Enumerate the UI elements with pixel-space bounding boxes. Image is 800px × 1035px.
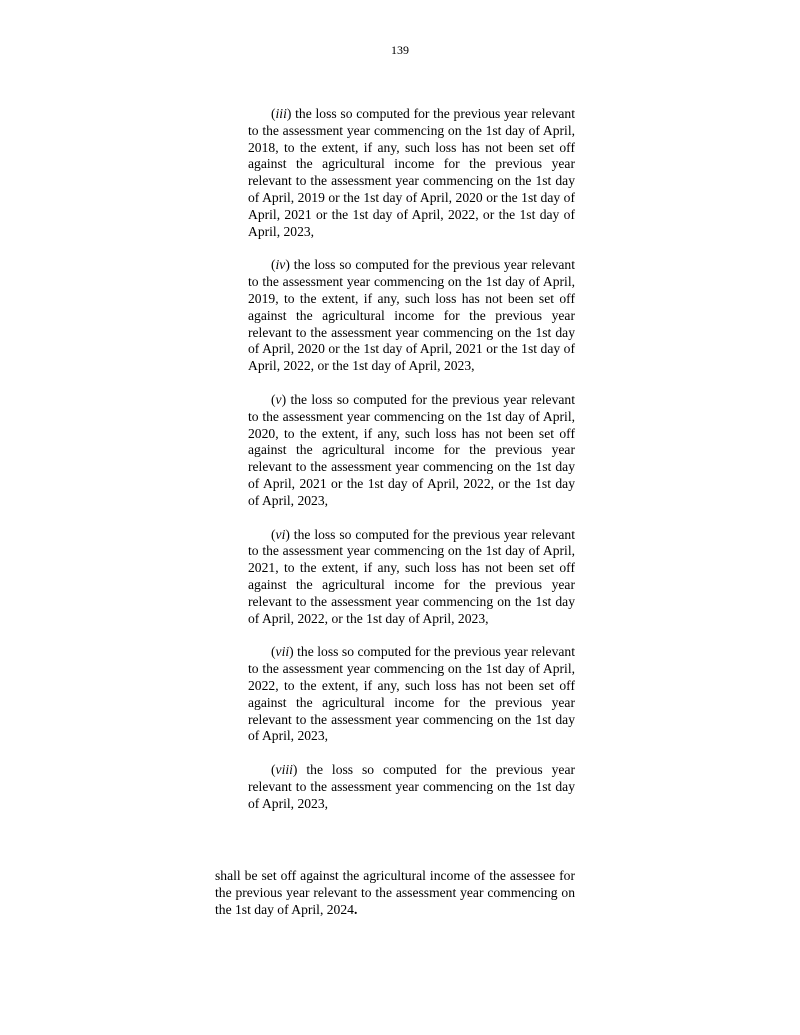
clause-vii: (vii) the loss so computed for the previous year relevant to the assessment year commencing on the 1st day of April, 2022, to the extent, if any, such loss has not been set off against the agricultural income for the previous year relevant to the assessment year commencing on the 1st day of April, 2023, — [248, 644, 575, 744]
clause-number: v — [275, 391, 282, 407]
closing-text: shall be set off against the agricultural income of the assessee for the previous year relevant to the assessment year commencing on the 1st day of April, 2024 — [215, 868, 575, 917]
clause-number: vi — [275, 526, 286, 542]
clause-text: the loss so computed for the previous year relevant to the assessment year commencing on the 1st day of April, 2023, — [248, 762, 575, 811]
clause-text: the loss so computed for the previous year relevant to the assessment year commencing on the 1st day of April, 2020, to the extent, if any, such loss has not been set off against the agricultural income for the previous year relevant to the assessment year commencing on the 1st day of April, 2021 or the 1st day of April, 2022, or the 1st day of April, 2023, — [248, 391, 575, 508]
clause-text: the loss so computed for the previous year relevant to the assessment year commencing on the 1st day of April, 2018, to the extent, if any, such loss has not been set off against the agricultural income for the previous year relevant to the assessment year commencing on the 1st day of April, 2019 or the 1st day of April, 2020 or the 1st day of April, 2021 or the 1st day of April, 2022, or the 1st day of April, 2023, — [248, 106, 575, 239]
clause-number: iii — [275, 106, 287, 121]
clause-number: iv — [275, 257, 286, 273]
clause-vi: (vi) the loss so computed for the previous year relevant to the assessment year commencing on the 1st day of April, 2021, to the extent, if any, such loss has not been set off against the agricultural income for the previous year relevant to the assessment year commencing on the 1st day of April, 2022, or the 1st day of April, 2023, — [248, 526, 575, 626]
clause-iv: (iv) the loss so computed for the previous year relevant to the assessment year commencing on the 1st day of April, 2019, to the extent, if any, such loss has not been set off against the agricultural income for the previous year relevant to the assessment year commencing on the 1st day of April, 2020 or the 1st day of April, 2021 or the 1st day of April, 2022, or the 1st day of April, 2023, — [248, 257, 575, 374]
clause-list — [248, 106, 575, 829]
clause-text: the loss so computed for the previous year relevant to the assessment year commencing on the 1st day of April, 2022, to the extent, if any, such loss has not been set off against the agricultural income for the previous year relevant to the assessment year commencing on the 1st day of April, 2023, — [248, 644, 575, 744]
closing-period: . — [353, 901, 358, 917]
clause-number: viii — [275, 762, 293, 778]
clause-text: the loss so computed for the previous year relevant to the assessment year commencing on the 1st day of April, 2019, to the extent, if any, such loss has not been set off against the agricultural income for the previous year relevant to the assessment year commencing on the 1st day of April, 2020 or the 1st day of April, 2021 or the 1st day of April, 2022, or the 1st day of April, 2023, — [248, 257, 575, 374]
closing-paragraph — [215, 868, 575, 918]
clause-viii: (viii) the loss so computed for the previous year relevant to the assessment year commencing on the 1st day of April, 2023, — [248, 762, 575, 811]
clause-number: vii — [275, 644, 290, 660]
clause-v: (v) the loss so computed for the previous year relevant to the assessment year commencing on the 1st day of April, 2020, to the extent, if any, such loss has not been set off against the agricultural income for the previous year relevant to the assessment year commencing on the 1st day of April, 2021 or the 1st day of April, 2022, or the 1st day of April, 2023, — [248, 391, 575, 508]
clause-iii: (iii) the loss so computed for the previous year relevant to the assessment year commencing on the 1st day of April, 2018, to the extent, if any, such loss has not been set off against the agricultural income for the previous year relevant to the assessment year commencing on the 1st day of April, 2019 or the 1st day of April, 2020 or the 1st day of April, 2021 or the 1st day of April, 2022, or the 1st day of April, 2023, — [248, 106, 575, 239]
clause-text: the loss so computed for the previous year relevant to the assessment year commencing on the 1st day of April, 2021, to the extent, if any, such loss has not been set off against the agricultural income for the previous year relevant to the assessment year commencing on the 1st day of April, 2022, or the 1st day of April, 2023, — [248, 526, 575, 626]
page-number: 139 — [391, 43, 409, 57]
